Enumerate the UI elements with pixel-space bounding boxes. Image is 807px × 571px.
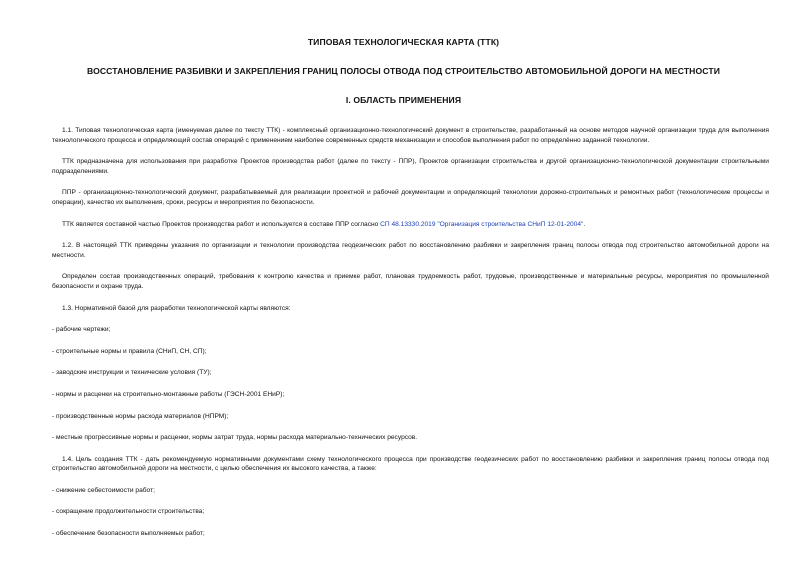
paragraph: ППР - организационно-технологический документ, разрабатываемый для реализации проектной и рабочей документации и определяющий технологии дорожно-строительных и ремонтных работ (технологические процессы и операции), качество их выполнения, сроки, ресурсы и мероприятия по безопасности. bbox=[52, 189, 769, 206]
document-title: ТИПОВАЯ ТЕХНОЛОГИЧЕСКАЯ КАРТА (ТТК) bbox=[307, 37, 500, 47]
sp-48-link[interactable]: СП 48.13330.2019 "Организация строительства СНиП 12-01-2004" bbox=[380, 220, 584, 228]
list-item: - заводские инструкции и технические условия (ТУ); bbox=[52, 369, 212, 377]
paragraph bbox=[52, 220, 769, 230]
paragraph-text: . bbox=[583, 220, 586, 228]
list-item: - рабочие чертежи; bbox=[52, 326, 111, 334]
list-item: - производственные нормы расхода материалов (НПРМ); bbox=[52, 412, 229, 420]
list-item: - строительные нормы и правила (СНиП, СН, СП); bbox=[52, 347, 207, 355]
paragraph: ТТК предназначена для использования при разработке Проектов производства работ (далее по тексту - ППР), Проектов организации строительства и другой организационно-технологической документации строительными подразделениями. bbox=[52, 158, 769, 175]
document-body bbox=[52, 126, 769, 551]
paragraph: 1.4. Цель создания ТТК - дать рекомендуемую нормативными документами схему технологического процесса при производстве геодезических работ по восстановлению разбивки и закрепления границ полосы отвода под строительство автомобильной дороги на местности, с целью обеспечения их высокого качества, а также: bbox=[52, 455, 769, 473]
list-item: - снижение себестоимости работ; bbox=[52, 486, 155, 494]
paragraph: 1.2. В настоящей ТТК приведены указания по организации и технологии производства геодезических работ по восстановлению разбивки и закрепления границ полосы отвода под строительство автомобильной дороги на местности. bbox=[52, 242, 769, 259]
paragraph-text: ТТК является составной частью Проектов производства работ и используется в составе ППР согласно bbox=[62, 220, 381, 228]
paragraph: 1.1. Типовая технологическая карта (именуемая далее по тексту ТТК) - комплексный организационно-технологический документ в строительстве, разработанный на основе методов научной организации труда для выполнения технологического процесса и определяющий состав операций с применением наиболее современных средств механизации и способов выполнения работ по определённо заданной технологии. bbox=[52, 127, 769, 144]
paragraph: 1.3. Нормативной базой для разработки технологической карты являются: bbox=[62, 304, 291, 312]
document-subtitle: ВОССТАНОВЛЕНИЕ РАЗБИВКИ И ЗАКРЕПЛЕНИЯ ГРАНИЦ ПОЛОСЫ ОТВОДА ПОД СТРОИТЕЛЬСТВО АВТОМОБИЛЬНОЙ ДОРОГИ НА МЕСТНОСТИ bbox=[86, 66, 720, 76]
section-heading: I. ОБЛАСТЬ ПРИМЕНЕНИЯ bbox=[345, 95, 462, 105]
list-item: - обеспечение безопасности выполняемых работ; bbox=[52, 530, 205, 538]
list-item: - нормы и расценки на строительно-монтажные работы (ГЭСН-2001 ЕНиР); bbox=[52, 390, 285, 398]
list-item: - местные прогрессивные нормы и расценки, нормы затрат труда, нормы расхода материально-технических ресурсов. bbox=[52, 434, 418, 442]
paragraph: Определен состав производственных операций, требования к контролю качества и приемке работ, плановая трудоемкость работ, трудовые, производственные и материальные ресурсы, мероприятия по промышленной безопасности и охране труда. bbox=[52, 273, 769, 290]
list-item: - сокращение продолжительности строительства; bbox=[52, 508, 205, 516]
